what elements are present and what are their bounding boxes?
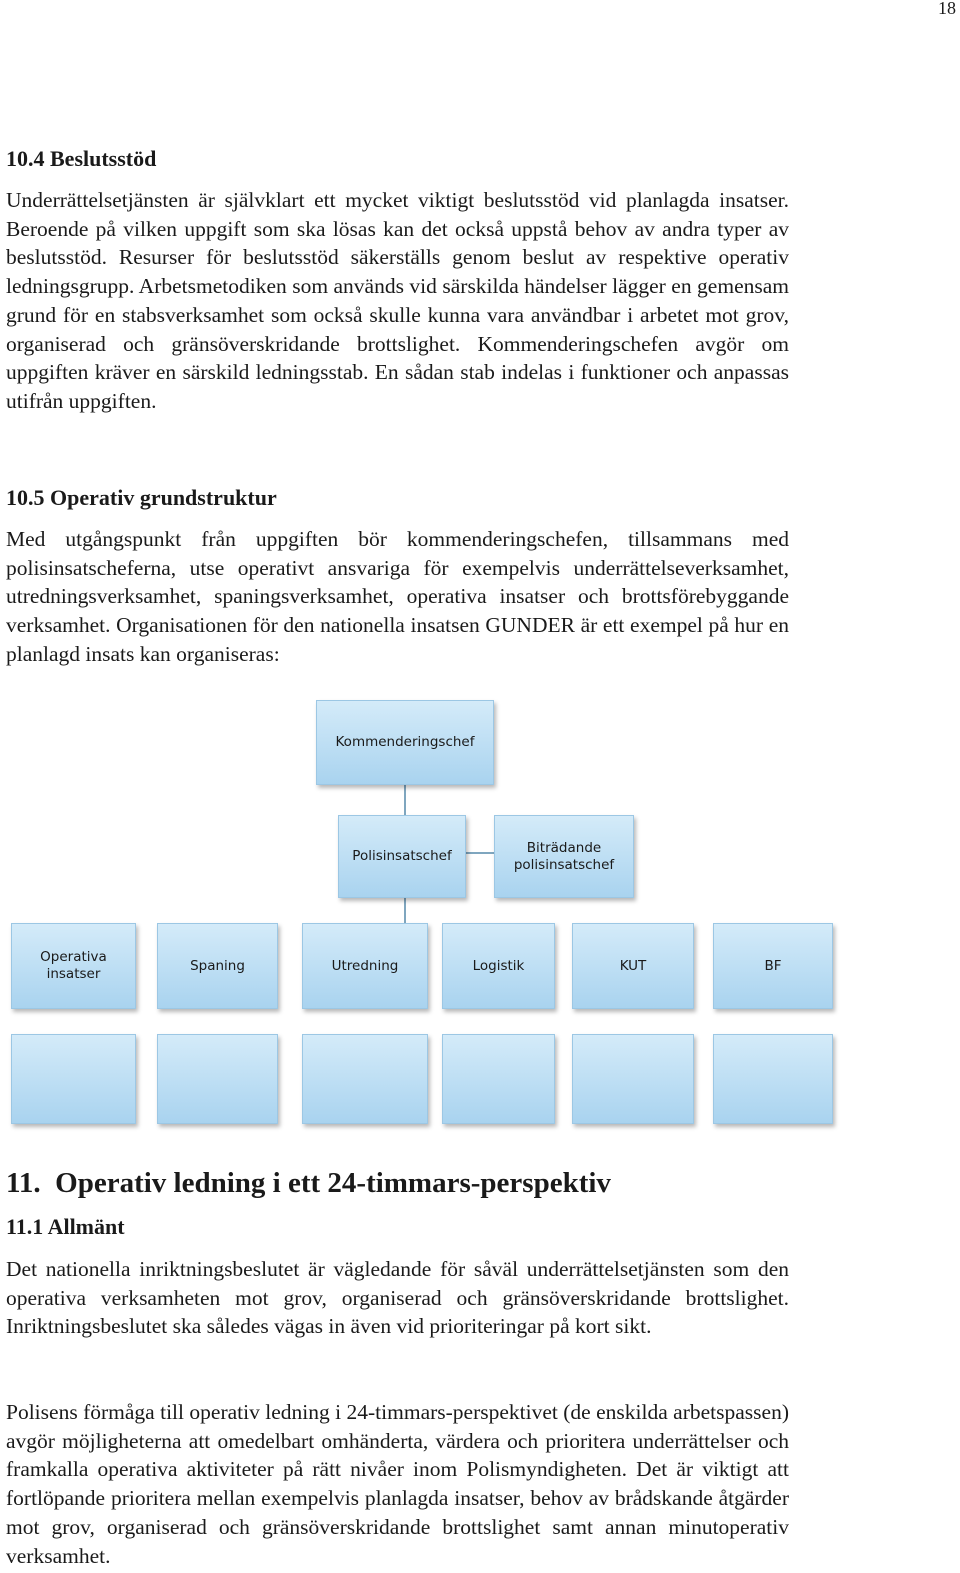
org-box-empty bbox=[713, 1034, 833, 1124]
org-box-empty bbox=[11, 1034, 136, 1124]
paragraph-allmant-2: Polisens förmåga till operativ ledning i 24-timmars-perspektivet (de enskilda arbetspassen) avgör möjligheterna att omedelbart omhänderta, värdera och prioritera underrättelser och framkalla operativa aktiviteter på rätt nivåer inom Polismyndigheten. Det är viktigt att fortlöpande prioritera mellan exempelvis planlagda insatser, behov av brådskande åtgärder mot grov, organiserad och gränsöverskridande brottslighet samt annan minutoperativ verksamhet. bbox=[6, 1400, 789, 1568]
org-box-kommenderingschef: Kommenderingschef bbox=[316, 700, 494, 785]
heading-11-1: 11.1 Allmänt bbox=[6, 1214, 125, 1239]
org-box-operativa-insatser: Operativa insatser bbox=[11, 923, 136, 1009]
connector-deputy bbox=[466, 852, 494, 854]
org-box-bf: BF bbox=[713, 923, 833, 1009]
connector-middle bbox=[404, 898, 406, 923]
org-box-empty bbox=[302, 1034, 428, 1124]
heading-10-4: 10.4 Beslutsstöd bbox=[6, 146, 157, 171]
paragraph-beslutsstod: Underrättelsetjänsten är självklart ett mycket viktigt beslutsstöd vid planlagda insatser. Beroende på vilken uppgift som ska lösas kan det också uppstå behov av andra typer av beslutsstöd. Resurser för beslutsstöd säkerställs genom beslut av respektive operativ ledningsgrupp. Arbetsmetodiken som används vid särskilda händelser lägger en gemensam grund för en stabsverksamhet som också skulle kunna vara användbar i arbetet mot grov, organiserad och gränsöverskridande brottslighet. Kommenderingschefen avgör om uppgiften kräver en särskild ledningsstab. En sådan stab indelas i funktioner och anpassas utifrån uppgiften. bbox=[6, 188, 789, 413]
connector-top bbox=[404, 785, 406, 815]
paragraph-allmant-1: Det nationella inriktningsbeslutet är vägledande för såväl underrättelsetjänsten som den operativa verksamheten mot grov, organiserad och gränsöverskridande brottslighet. Inriktningsbeslutet ska således vägas in även vid prioriteringar på kort sikt. bbox=[6, 1257, 789, 1339]
org-box-utredning: Utredning bbox=[302, 923, 428, 1009]
org-box-empty bbox=[442, 1034, 555, 1124]
heading-chapter-11: 11. Operativ ledning i ett 24-timmars-perspektiv bbox=[6, 1167, 611, 1199]
org-box-polisinsatschef: Polisinsatschef bbox=[338, 815, 466, 898]
heading-10-5: 10.5 Operativ grundstruktur bbox=[6, 485, 277, 510]
org-box-bitradande-polisinsatschef: Biträdande polisinsatschef bbox=[494, 815, 634, 898]
org-box-kut: KUT bbox=[572, 923, 694, 1009]
org-box-empty bbox=[157, 1034, 278, 1124]
org-box-logistik: Logistik bbox=[442, 923, 555, 1009]
org-box-empty bbox=[572, 1034, 694, 1124]
org-box-spaning: Spaning bbox=[157, 923, 278, 1009]
paragraph-grundstruktur: Med utgångspunkt från uppgiften bör kommenderingschefen, tillsammans med polisinsatscheferna, utse operativt ansvariga för exempelvis underrättelseverksamhet, utredningsverksamhet, spaningsverksamhet, operativa insatser och brottsförebyggande verksamhet. Organisationen för den nationella insatsen GUNDER är ett exempel på hur en planlagd insats kan organiseras: bbox=[6, 527, 789, 666]
page-number: 18 bbox=[938, 0, 956, 18]
